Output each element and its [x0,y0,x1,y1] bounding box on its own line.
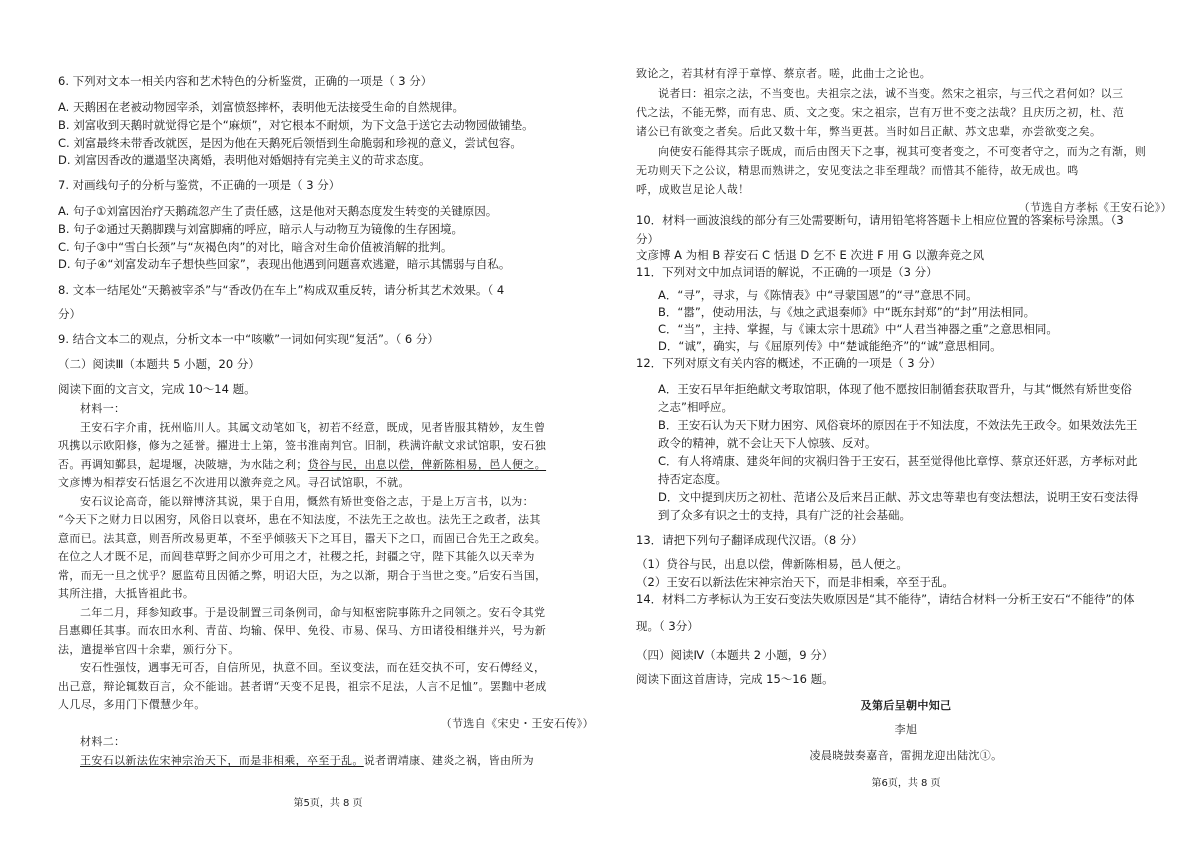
q7-option-a: A. 句子①刘富因治疗天鹅疏忽产生了责任感，这是他对天鹅态度发生转变的关键原因。 [58,204,498,218]
q12-option-line: A．王安石早年拒绝献文考取馆职，体现了他不愿按旧制循套获取晋升，与其“慨然有矫世变俗 [658,382,1132,396]
material1-line: 在位之人才既不足，而闾巷草野之间亦少可用之才，社稷之托，封疆之守，陛下其能久以天幸为 [58,550,535,563]
q9-stem: 9. 结合文本二的观点，分析文本一中“咳嗽”一词如何实现“复活”。（ 6 分） [58,332,439,346]
material1-line: 其所注措，大抵皆祖此书。 [58,587,195,600]
q12-option-line: 政令的精神，就不会让天下人惊骇、反对。 [658,436,877,450]
material1-line: 安石性强忮，遇事无可否，自信所见，执意不回。至议变法，而在廷交执不可，安石傅经义， [80,661,546,674]
q12-option-line: C．有人将靖康、建炎年间的灾祸归咎于王安石，甚至觉得他比章惇、蔡京还奸恶，方孝标对此 [658,454,1138,468]
q14-stem: 14．材料二方孝标认为王安石变法失败原因是“其不能待”，请结合材料一分析王安石“不能待”的体 [636,592,1135,606]
q12-option-line: B．王安石认为天下财力困穷、风俗衰坏的原因在于不知法度，不效法先王政令。如果效法先王 [658,418,1138,432]
section4-intro: 阅读下面这首唐诗，完成 15～16 题。 [636,672,834,686]
material1-line: “今天下之财力日以困穷，风俗日以衰坏，患在不知法度，不法先王之故也。法先王之政者，法其 [58,513,541,526]
poem-title: 及第后呈朝中知己 [860,699,952,712]
q10-stem-cont: 分） [636,232,659,246]
material2-cont-line: 呼，成败岂足论人哉！ [636,183,750,196]
q8-stem-cont: 分） [58,307,81,321]
material1-line: 巩携以示欧阳修，修为之延誉。擢进士上第，签书淮南判官。旧制，秩满许献文求试馆职，安石独 [58,439,547,452]
material2-cont-line: 说者曰：祖宗之法，不当变也。夫祖宗之法，诚不当变。然宋之祖宗，与三代之君何如？以三 [658,87,1124,100]
material1-line: 常，而无一旦之忧乎？愿监苟且因循之弊，明诏大臣，为之以渐，期合于当世之变。”后安石当国， [58,569,547,582]
material1-line: 法，遣提举官四十余辈，颁行分下。 [58,643,240,656]
section4-heading: （四）阅读Ⅳ（本题共 2 小题，9 分） [636,648,834,662]
material1-line: 二年二月，拜参知政事。于是设制置三司条例司，命与知枢密院事陈升之同领之。安石令其党 [80,606,546,619]
q10-stem: 10．材料一画波浪线的部分有三处需要断句，请用铅笔将答题卡上相应位置的答案标号涂黑。（3 [636,213,1124,227]
q6-stem: 6. 下列对文本一相关内容和艺术特色的分析鉴赏，正确的一项是（ 3 分） [58,74,433,88]
q12-option-line: 之志”相呼应。 [658,400,733,414]
page-footer-right: 第6页，共 8 页 [871,778,941,789]
q7-option-b: B. 句子②通过天鹅脚蹼与刘富脚痛的呼应，暗示人与动物互为镜像的生存困境。 [58,222,464,236]
q13-item-2: （2）王安石以新法佐宋神宗治天下，而是非相乘，卒至于乱。 [636,575,954,589]
material2-cont-line: 诸公已有欲变之者矣。后此又数十年，弊当更甚。当时如吕正献、苏文忠辈，亦尝欲变之矣。 [636,125,1102,138]
q12-option-line: D．文中提到庆历之初杜、范诸公及后来吕正献、苏文忠等辈也有变法想法，说明王安石变法得 [658,490,1139,504]
material2-cont-line: 向使安石能得其宗子既成，而后由图天下之事，视其可变者变之，不可变者守之，而为之有渐，则 [658,145,1147,158]
material1-line: 王安石字介甫，抚州临川人。其属文动笔如飞，初若不经意，既成，见者皆服其精妙，友生曾 [80,421,546,434]
source-citation-1: （节选自《宋史・王安石传》） [440,717,594,730]
q11-option-d: D．“诚”，确实，与《屈原列传》中“楚诚能绝齐”的“诚”意思相同。 [658,339,1002,353]
material1-line: 意而已。法其意，则吾所改易更革，不至乎倾骇天下之耳目，嚣天下之口，而固已合先王之政矣。 [58,532,547,545]
underlined-sentence-2: 王安石以新法佐宋神宗治天下，而是非相乘，卒至于乱。 [80,754,364,767]
page-footer-left: 第5页，共 8 页 [293,798,363,809]
q12-option-line: 持否定态度。 [658,472,727,486]
material1-wavy-line: 文彦博为相荐安石恬退乞不次进用以激奔竞之风。寻召试馆职，不就。 [58,476,410,489]
q6-option-d: D. 刘富因香改的邋遢坚决离婚，表明他对婚姻持有完美主义的苛求态度。 [58,153,431,167]
left-page [58,0,598,847]
q6-option-b: B. 刘富收到天鹅时就觉得它是个“麻烦”，对它根本不耐烦，为下文急于送它去动物园做铺垫。 [58,118,534,132]
poem-line: 凌晨晓鼓奏嘉音，雷拥龙迎出陆沈①。 [809,749,1003,762]
q12-stem: 12．下列对原文有关内容的概述，不正确的一项是（ 3 分） [636,356,942,370]
q7-option-d: D. 句子④“刘富发动车子想快些回家”，表现出他遇到问题喜欢逃避，暗示其懦弱与自私。 [58,257,511,271]
q7-option-c: C. 句子③中“雪白长颈”与“灰褐色肉”的对比，暗含对生命价值被消解的批判。 [58,240,453,254]
section3-intro: 阅读下面的文言文，完成 10～14 题。 [58,382,256,396]
poem-author: 李旭 [894,723,918,736]
q7-stem: 7. 对画线句子的分析与鉴赏，不正确的一项是（ 3 分） [58,178,341,192]
q6-option-a: A. 天鹅困在老被动物园宰杀，刘富愤怒摔杯，表明他无法接受生命的自然规律。 [58,100,464,114]
material2-cont-line: 代之法，不能无弊，而有忠、质、文之变。宋之祖宗，岂有万世不变之法哉？且庆历之初，杜、范 [636,106,1125,119]
material1-line [58,457,598,472]
material2-label: 材料二： [80,735,126,748]
q13-item-1: （1）贷谷与民，出息以偿，俾新陈相易，邑人便之。 [636,557,908,571]
material1-text: 否。再调知鄞县，起堤堰，决陂塘，为水陆之利； [58,458,308,471]
material1-line: 人几尽，多用门下儇慧少年。 [58,698,206,711]
q8-stem: 8. 文本一结尾处“天鹅被宰杀”与“香改仍在车上”构成双重反转，请分析其艺术效果。（ 4 [58,283,505,297]
source-citation-2: （节选自方孝标《王安石论》） [1018,201,1172,214]
right-page [636,0,1176,847]
q14-stem-cont: 现。（ 3分） [636,619,699,633]
q11-option-b: B．“嚣”，使动用法，与《烛之武退秦师》中“既东封郑”的“封”用法相同。 [658,305,1036,319]
material1-line: 安石议论高奇，能以辩博济其说，果于自用，慨然有矫世变俗之志，于是上万言书，以为： [80,495,534,508]
material2-cont-line: 致论之，若其材有浮于章惇、蔡京者。嗟，此曲士之论也。 [636,67,932,80]
material2-line [58,753,598,768]
q10-options: 文彦博 A 为相 B 荐安石 C 恬退 D 乞不 E 次进 F 用 G 以激奔竞之风 [636,248,985,262]
material1-label: 材料一： [80,402,126,415]
material2-text: 说者谓靖康、建炎之祸，皆由所为 [363,754,534,767]
q6-option-c: C. 刘富最终未带香改就医，是因为他在天鹅死后领悟到生命脆弱和珍视的意义，尝试包容。 [58,136,522,150]
q11-option-c: C．“当”，主持、掌握，与《谏太宗十思疏》中“人君当神器之重”之意思相同。 [658,322,1058,336]
material1-line: 吕惠卿任其事。而农田水利、青苗、均输、保甲、免役、市易、保马、方田诸役相继并兴，号为新 [58,624,547,637]
material1-line: 出己意，辩论辄数百言，众不能诎。甚者谓“天变不足畏，祖宗不足法，人言不足恤”。罢黜中老成 [58,680,547,693]
q11-option-a: A．“寻”，寻求，与《陈情表》中“寻蒙国恩”的“寻”意思不同。 [658,288,978,302]
q11-stem: 11．下列对文中加点词语的解说，不正确的一项是（3 分） [636,265,938,279]
q13-stem: 13．请把下列句子翻译成现代汉语。（8 分） [636,533,863,547]
q12-option-line: 到了众多有识之士的支持，具有广泛的社会基础。 [658,508,911,522]
material2-cont-line: 无功则天下之公议，精思而熟讲之，安见变法之非至理哉？而惜其不能待，故无成也。鸣 [636,164,1079,177]
underlined-sentence-1: 贷谷与民，出息以偿，俾新陈相易，邑人便之。 [307,458,547,471]
section3-heading: （二）阅读Ⅲ（本题共 5 小题，20 分） [58,357,260,371]
